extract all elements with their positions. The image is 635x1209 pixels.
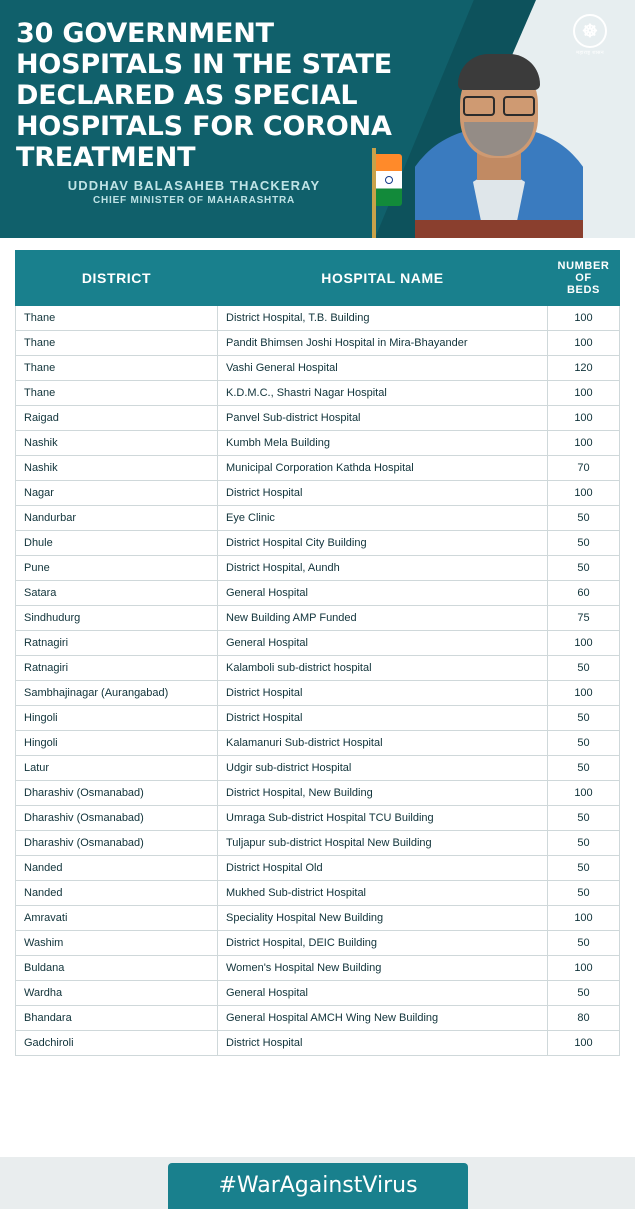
table-row [16, 556, 620, 581]
cell-hospital-name: Pandit Bhimsen Joshi Hospital in Mira-Bhayander [218, 331, 548, 356]
cell-beds: 120 [548, 356, 620, 381]
cell-district: Nashik [16, 431, 218, 456]
cell-beds: 50 [548, 556, 620, 581]
government-emblem [567, 14, 613, 66]
column-header-district: DISTRICT [16, 251, 218, 306]
cell-beds: 100 [548, 906, 620, 931]
table-row [16, 406, 620, 431]
cell-district: Thane [16, 381, 218, 406]
table-row [16, 506, 620, 531]
cell-hospital-name: Kalamboli sub-district hospital [218, 656, 548, 681]
cell-district: Raigad [16, 406, 218, 431]
cell-district: Nandurbar [16, 506, 218, 531]
cell-hospital-name: Udgir sub-district Hospital [218, 756, 548, 781]
cell-district: Dharashiv (Osmanabad) [16, 806, 218, 831]
table-row [16, 581, 620, 606]
ashoka-chakra-icon [385, 176, 393, 184]
cell-beds: 50 [548, 981, 620, 1006]
cell-hospital-name: Panvel Sub-district Hospital [218, 406, 548, 431]
cell-hospital-name: District Hospital, T.B. Building [218, 306, 548, 331]
hospital-table-container [15, 250, 620, 1056]
table-row [16, 756, 620, 781]
hair-shape [458, 54, 540, 90]
table-row [16, 906, 620, 931]
cell-district: Sindhudurg [16, 606, 218, 631]
cell-beds: 100 [548, 781, 620, 806]
cell-hospital-name: Mukhed Sub-district Hospital [218, 881, 548, 906]
cell-district: Dharashiv (Osmanabad) [16, 831, 218, 856]
table-header-row [16, 251, 620, 306]
cell-beds: 100 [548, 956, 620, 981]
cell-district: Nashik [16, 456, 218, 481]
table-row [16, 306, 620, 331]
cell-hospital-name: District Hospital [218, 1031, 548, 1056]
cell-beds: 50 [548, 706, 620, 731]
cell-district: Satara [16, 581, 218, 606]
cell-hospital-name: District Hospital, Aundh [218, 556, 548, 581]
cell-beds: 80 [548, 1006, 620, 1031]
cell-hospital-name: K.D.M.C., Shastri Nagar Hospital [218, 381, 548, 406]
cell-district: Nagar [16, 481, 218, 506]
table-row [16, 1031, 620, 1056]
beds-header-line2: BEDS [567, 284, 600, 296]
cell-district: Sambhajinagar (Aurangabad) [16, 681, 218, 706]
cell-district: Nanded [16, 881, 218, 906]
cell-beds: 100 [548, 331, 620, 356]
poster-footer [0, 1157, 635, 1209]
desk-shape [415, 220, 583, 238]
cell-beds: 100 [548, 306, 620, 331]
table-row [16, 881, 620, 906]
table-row [16, 831, 620, 856]
cell-beds: 50 [548, 656, 620, 681]
table-row [16, 606, 620, 631]
cell-hospital-name: Umraga Sub-district Hospital TCU Building [218, 806, 548, 831]
page-title: 30 GOVERNMENT HOSPITALS IN THE STATE DECLARED AS SPECIAL HOSPITALS FOR CORONA TREATMENT [16, 18, 393, 173]
cell-beds: 100 [548, 681, 620, 706]
cell-hospital-name: General Hospital [218, 581, 548, 606]
cell-district: Bhandara [16, 1006, 218, 1031]
cell-hospital-name: General Hospital [218, 631, 548, 656]
cell-district: Ratnagiri [16, 656, 218, 681]
cell-district: Dharashiv (Osmanabad) [16, 781, 218, 806]
cell-hospital-name: New Building AMP Funded [218, 606, 548, 631]
cell-hospital-name: Speciality Hospital New Building [218, 906, 548, 931]
cell-district: Thane [16, 356, 218, 381]
table-row [16, 681, 620, 706]
table-body [16, 306, 620, 1056]
person-role: CHIEF MINISTER OF MAHARASHTRA [92, 195, 296, 206]
cell-district: Washim [16, 931, 218, 956]
cell-hospital-name: Kalamanuri Sub-district Hospital [218, 731, 548, 756]
cell-hospital-name: District Hospital, New Building [218, 781, 548, 806]
cell-district: Wardha [16, 981, 218, 1006]
table-row [16, 631, 620, 656]
cell-district: Thane [16, 306, 218, 331]
cell-hospital-name: District Hospital Old [218, 856, 548, 881]
table-row [16, 356, 620, 381]
cell-beds: 100 [548, 631, 620, 656]
cell-hospital-name: General Hospital [218, 981, 548, 1006]
cell-beds: 50 [548, 756, 620, 781]
cell-hospital-name: District Hospital, DEIC Building [218, 931, 548, 956]
table-row [16, 731, 620, 756]
cell-hospital-name: District Hospital City Building [218, 531, 548, 556]
table-row [16, 856, 620, 881]
cell-beds: 100 [548, 381, 620, 406]
table-row [16, 331, 620, 356]
cell-beds: 100 [548, 431, 620, 456]
cell-beds: 50 [548, 506, 620, 531]
cell-hospital-name: Municipal Corporation Kathda Hospital [218, 456, 548, 481]
cell-hospital-name: General Hospital AMCH Wing New Building [218, 1006, 548, 1031]
cell-district: Nanded [16, 856, 218, 881]
cell-district: Thane [16, 331, 218, 356]
cell-district: Latur [16, 756, 218, 781]
cell-beds: 50 [548, 881, 620, 906]
cell-district: Dhule [16, 531, 218, 556]
table-row [16, 981, 620, 1006]
cell-hospital-name: District Hospital [218, 706, 548, 731]
cell-hospital-name: Tuljapur sub-district Hospital New Building [218, 831, 548, 856]
table-row [16, 806, 620, 831]
cell-hospital-name: District Hospital [218, 681, 548, 706]
table-header [16, 251, 620, 306]
cell-beds: 100 [548, 481, 620, 506]
table-row [16, 531, 620, 556]
cell-beds: 50 [548, 806, 620, 831]
table-row [16, 456, 620, 481]
hashtag-banner: #WarAgainstVirus [168, 1163, 468, 1209]
hospital-table [15, 250, 620, 1056]
poster-header [0, 0, 635, 238]
cell-beds: 50 [548, 731, 620, 756]
cell-district: Ratnagiri [16, 631, 218, 656]
table-row [16, 1006, 620, 1031]
cell-district: Buldana [16, 956, 218, 981]
table-row [16, 956, 620, 981]
cell-district: Gadchiroli [16, 1031, 218, 1056]
person-name: UDDHAV BALASAHEB THACKERAY [67, 178, 321, 193]
cell-district: Pune [16, 556, 218, 581]
beds-header-line1: NUMBER OF [557, 260, 610, 284]
table-row [16, 431, 620, 456]
cell-beds: 75 [548, 606, 620, 631]
table-row [16, 381, 620, 406]
cell-hospital-name: Vashi General Hospital [218, 356, 548, 381]
cell-district: Hingoli [16, 706, 218, 731]
cell-beds: 70 [548, 456, 620, 481]
cell-beds: 60 [548, 581, 620, 606]
cell-hospital-name: District Hospital [218, 481, 548, 506]
cell-beds: 100 [548, 406, 620, 431]
column-header-beds [548, 251, 620, 306]
person-caption [16, 178, 372, 206]
cell-hospital-name: Women's Hospital New Building [218, 956, 548, 981]
cell-beds: 50 [548, 531, 620, 556]
cell-beds: 50 [548, 931, 620, 956]
cell-beds: 50 [548, 856, 620, 881]
cell-district: Hingoli [16, 731, 218, 756]
emblem-circle-icon: ☸ [573, 14, 607, 48]
cell-hospital-name: Eye Clinic [218, 506, 548, 531]
table-row [16, 931, 620, 956]
cell-hospital-name: Kumbh Mela Building [218, 431, 548, 456]
column-header-hospital-name: HOSPITAL NAME [218, 251, 548, 306]
cell-beds: 100 [548, 1031, 620, 1056]
table-row [16, 706, 620, 731]
cell-district: Amravati [16, 906, 218, 931]
glasses-icon [463, 96, 535, 112]
emblem-label: महाराष्ट्र शासन [576, 50, 604, 56]
table-row [16, 781, 620, 806]
table-row [16, 656, 620, 681]
table-row [16, 481, 620, 506]
cell-beds: 50 [548, 831, 620, 856]
